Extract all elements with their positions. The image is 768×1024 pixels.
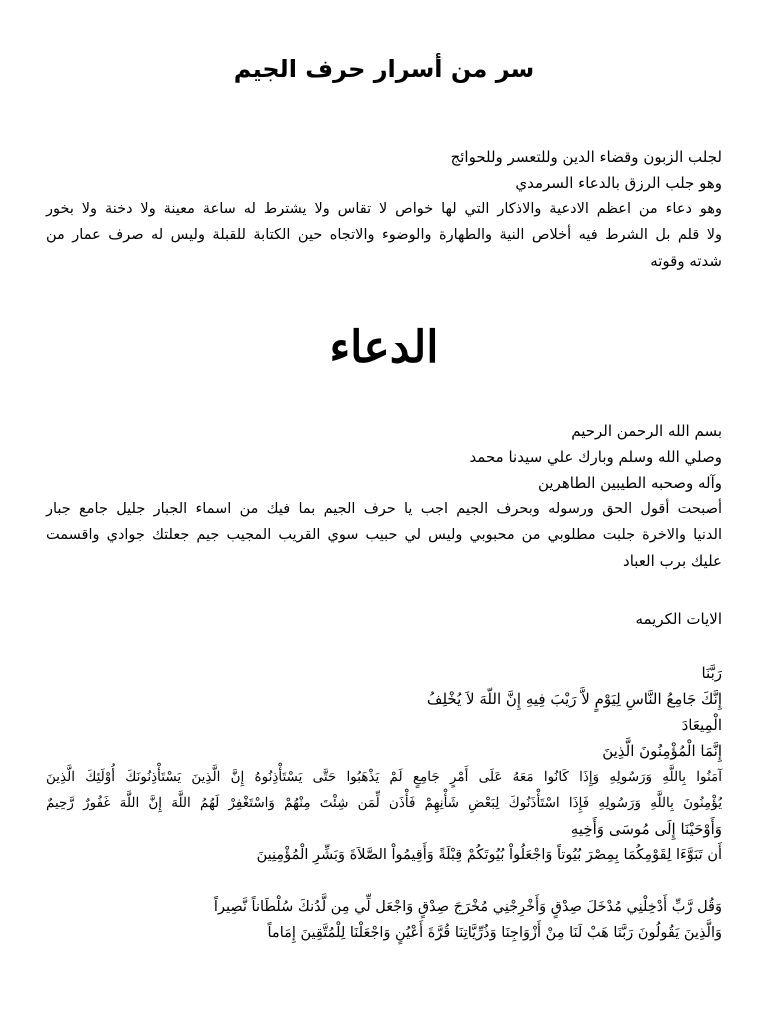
verses-heading: الايات الكريمه xyxy=(635,610,722,628)
dua-paragraph xyxy=(46,418,722,574)
verse-line: وَأَوْحَيْنَا إِلَى مُوسَى وَأَخِيهِ xyxy=(570,820,722,838)
dua-line: بسم الله الرحمن الرحيم xyxy=(571,422,722,440)
page-title: سر من أسرار حرف الجيم xyxy=(233,55,535,83)
intro-line: شدته وقوته xyxy=(650,252,722,270)
dua-line: عليك برب العباد xyxy=(623,552,722,570)
verses-heading-block xyxy=(46,606,722,632)
dua-title: الدعاء xyxy=(329,322,439,373)
intro-line: وهو جلب الرزق بالدعاء السرمدي xyxy=(515,174,722,192)
verse-line: آمَنُوا بِاللَّهِ وَرَسُولِهِ وَإِذَا كَانُوا مَعَهُ عَلَى أَمْرٍ جَامِعٍ لَمْ يَذْهَبُوا حَتَّى يَسْتَأْذِنُوهُ إِنَّ الَّذِينَ يَسْتَأْذِنُونَكَ أُوْلَئِكَ الَّذِينَ xyxy=(46,769,722,785)
dua-line: أصبحت أقول الحق ورسوله وبحرف الجيم اجب يا حرف الجيم بما فيك من اسماء الجبار جليل جامع جبار xyxy=(46,501,722,517)
dua-line: وآله وصحبه الطيبين الطاهرين xyxy=(538,474,722,492)
intro-paragraph xyxy=(46,144,722,274)
verse-line: وَالَّذِينَ يَقُولُونَ رَبَّنَا هَبْ لَنَا مِنْ أَزْوَاجِنَا وَذُرِّيَّاتِنَا قُرَّةَ أَعْيُنٍ وَاجْعَلْنَا لِلْمُتَّقِينَ إِمَاماً xyxy=(267,925,722,941)
intro-line: لجلب الزبون وقضاء الدين وللتعسر وللحوائج xyxy=(450,148,722,166)
verse-line: أَن تَبَوَّءَا لِقَوْمِكُمَا بِمِصْرَ بُيُوتاً وَاجْعَلُواْ بُيُوتَكُمْ قِبْلَةً وَأَقِيمُواْ الصَّلاَةَ وَبَشِّرِ الْمُؤْمِنِينَ xyxy=(256,847,722,863)
verse-line: وَقُل رَّبِّ أَدْخِلْنِي مُدْخَلَ صِدْقٍ وَأَخْرِجْنِي مُخْرَجَ صِدْقٍ وَاجْعَل لِّي مِن لَّدُنكَ سُلْطَاناً نَّصِيراً xyxy=(213,899,722,915)
verse-line: يُؤْمِنُونَ بِاللَّهِ وَرَسُولِهِ فَإِذَا اسْتَأْذَنُوكَ لِبَعْضِ شَأْنِهِمْ فَأْذَن لِّمَن شِئْتَ مِنْهُمْ وَاسْتَغْفِرْ لَهُمُ اللَّهَ إِنَّ اللَّهَ غَفُورٌ رَّحِيمٌ xyxy=(46,795,722,811)
intro-line: ولا قلم بل الشرط فيه أخلاص النية والطهارة والوضوء والاتجاه حين الكتابة للقبلة وليس له صرف عمار من xyxy=(46,227,722,243)
verse-line: الْمِيعَادَ xyxy=(681,716,722,734)
verses-block xyxy=(46,660,722,946)
verse-line: إِنَّكَ جَامِعُ النَّاسِ لِيَوْمٍ لاَّ رَيْبَ فِيهِ إِنَّ اللّهَ لاَ يُخْلِفُ xyxy=(426,690,722,708)
verse-spacer xyxy=(46,868,722,894)
intro-line: وهو دعاء من اعظم الادعية والاذكار التي لها خواص لا تقاس ولا يشترط له ساعة معينة ولا دخنة ولا بخور xyxy=(46,201,722,217)
verse-line: إِنَّمَا الْمُؤْمِنُونَ الَّذِينَ xyxy=(602,742,722,760)
dua-line: الدنيا والاخرة جلبت مطلوبي من محبوبي وليس لي حبيب سوي القريب المجيب جيم جعلتك جوادي واقسمت xyxy=(46,527,722,543)
dua-line: وصلي الله وسلم وبارك علي سيدنا محمد xyxy=(469,448,722,466)
verse-line: رَبَّنَا xyxy=(701,664,722,682)
